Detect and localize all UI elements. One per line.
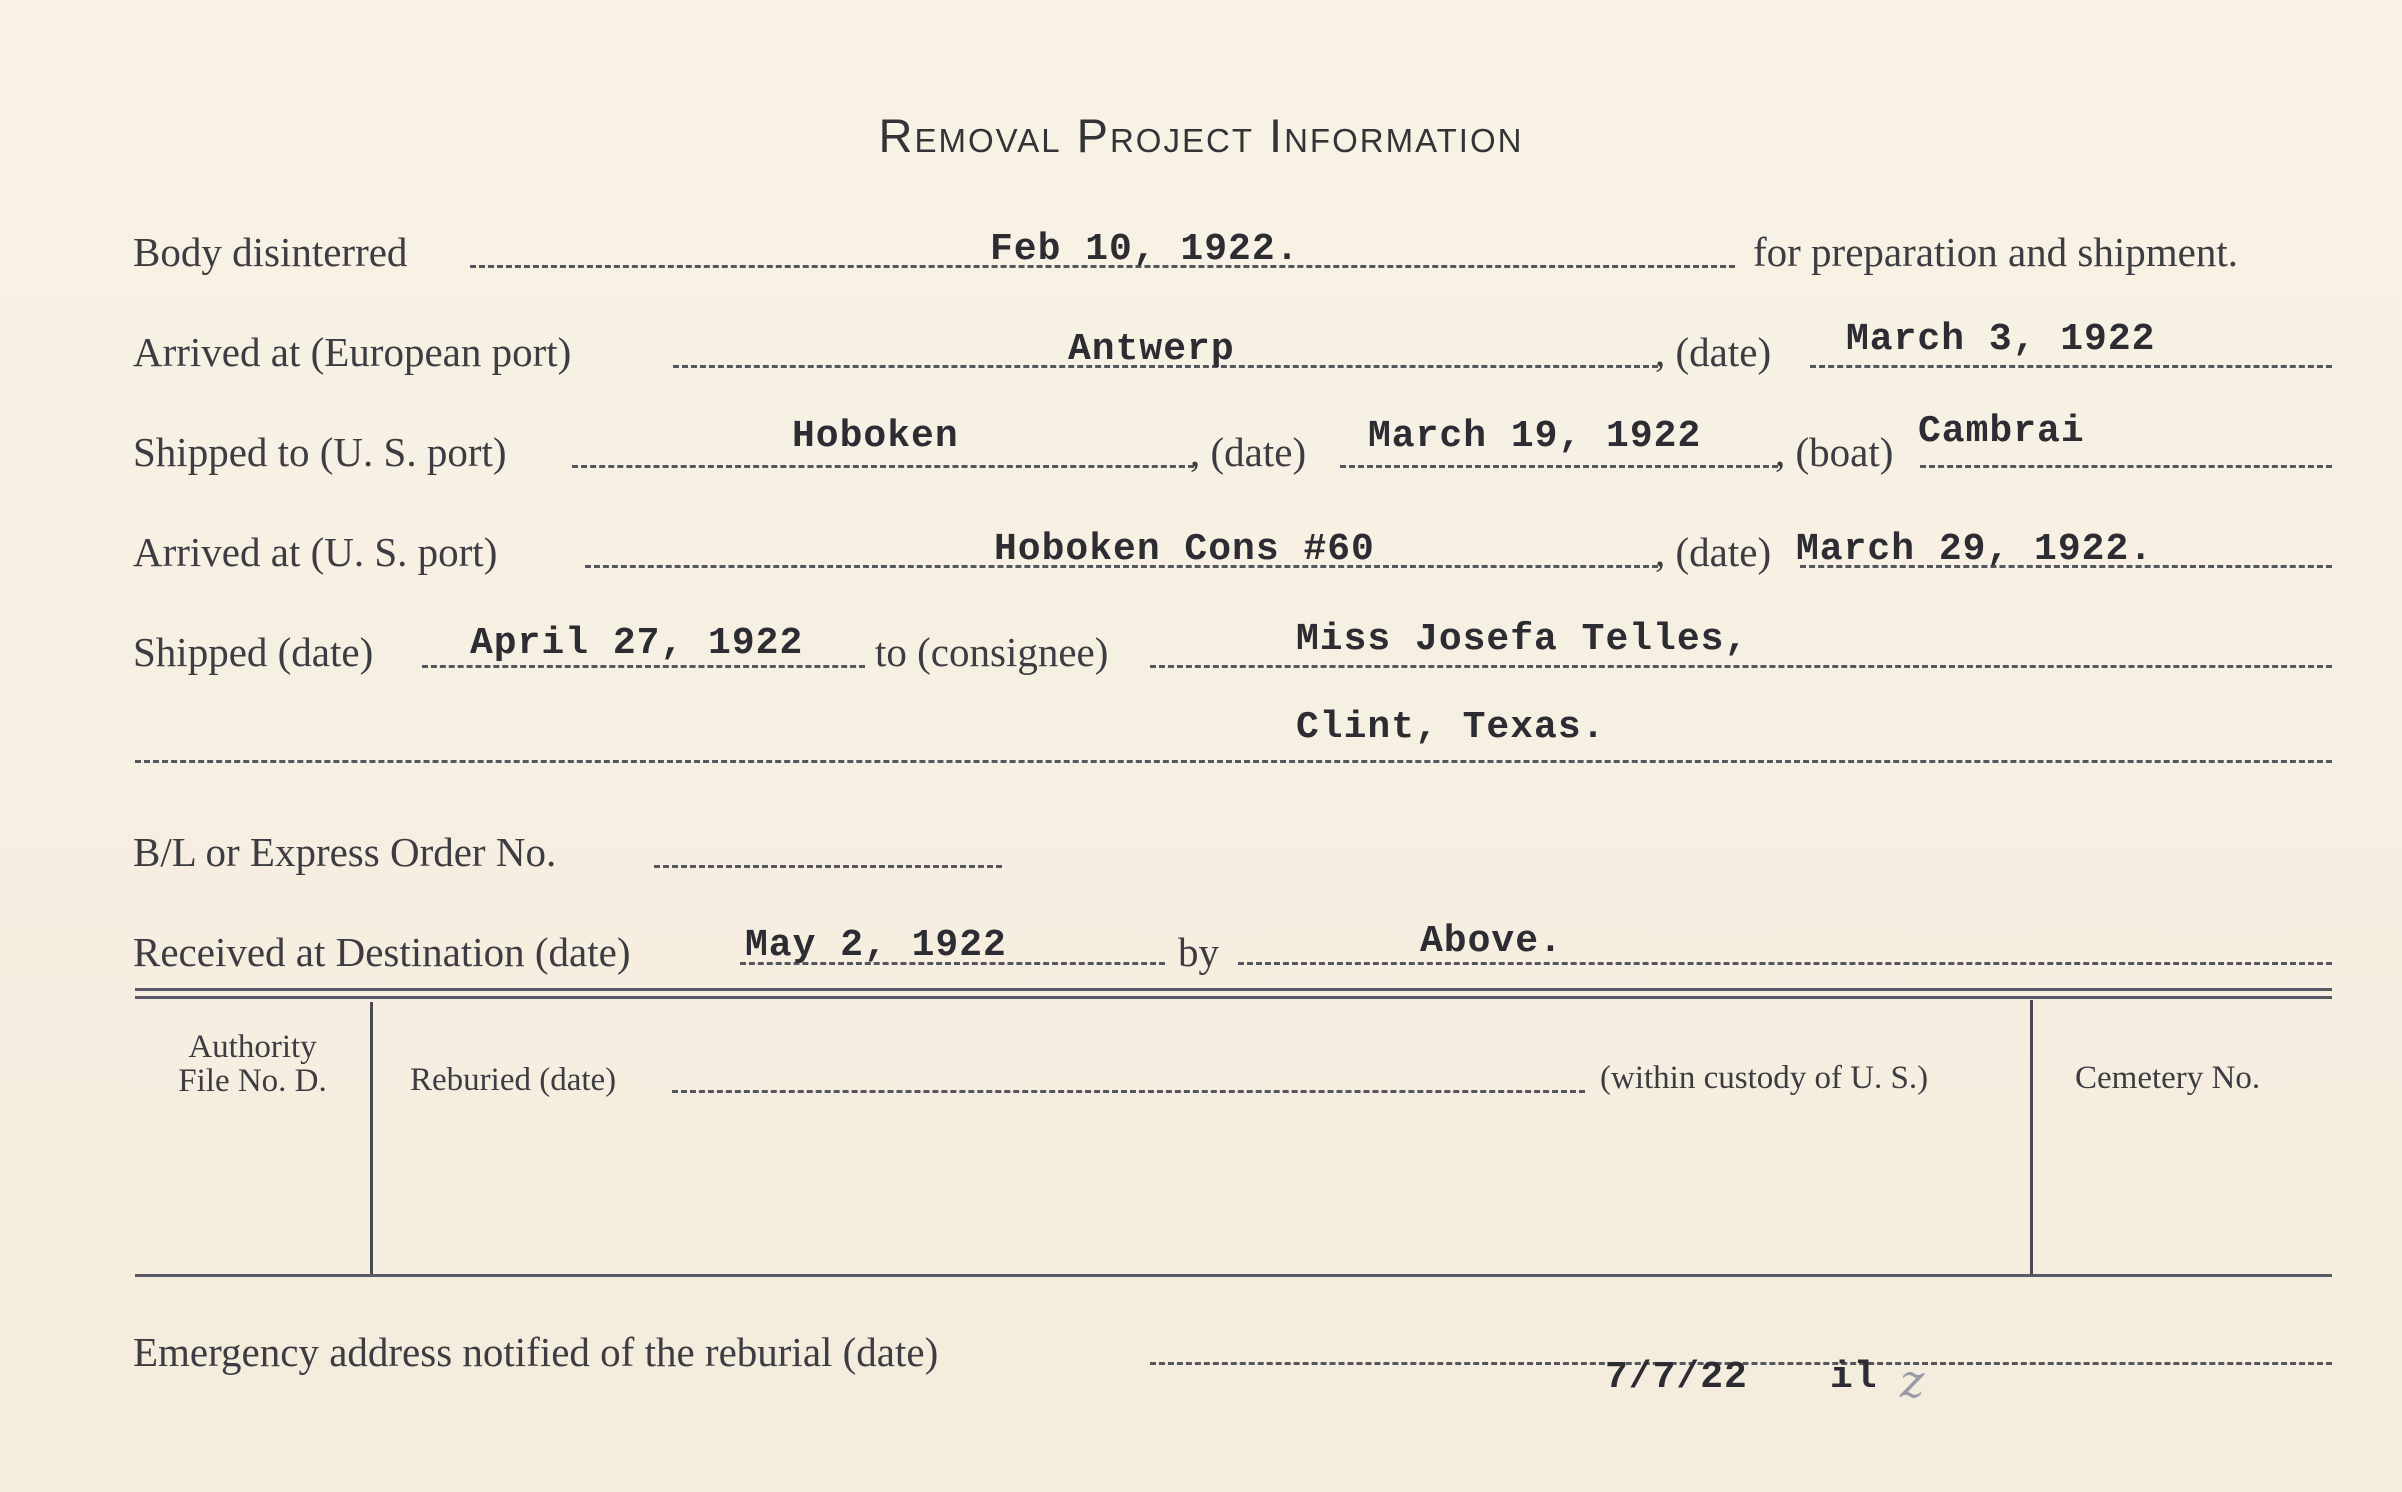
shipped-us-date-value: March 19, 1922	[1368, 415, 1702, 458]
shipped-us-port-line	[572, 465, 1194, 468]
arrived-us-label: Arrived at (U. S. port)	[133, 529, 498, 575]
shipped-date-label: Shipped (date)	[133, 629, 374, 675]
cemetery-no-label: Cemetery No.	[2075, 1060, 2261, 1096]
table-top-rule-lower	[135, 996, 2332, 999]
consignee-line	[1150, 665, 2332, 668]
body-disinterred-value: Feb 10, 1922.	[990, 228, 1300, 271]
arrived-european-port-value: Antwerp	[1068, 328, 1235, 371]
emergency-initials: il	[1830, 1356, 1878, 1399]
preparation-shipment-text: for preparation and shipment.	[1753, 229, 2239, 275]
shipped-date-value: April 27, 1922	[470, 622, 804, 665]
card-heading: Removal Project Information	[878, 109, 1524, 162]
bl-order-line	[654, 865, 1002, 868]
arrived-us-date-label: , (date)	[1655, 529, 1772, 575]
table-top-rule-upper	[135, 988, 2332, 991]
shipped-us-boat-value: Cambrai	[1918, 410, 2085, 453]
reburied-label: Reburied (date)	[410, 1062, 617, 1098]
authority-file-cell	[140, 1030, 365, 1098]
body-disinterred-label: Body disinterred	[133, 229, 408, 275]
authority-label: Authority	[188, 1029, 317, 1065]
shipped-us-date-line	[1340, 465, 1778, 468]
emergency-date-value: 7/7/22	[1605, 1356, 1748, 1399]
custody-label: (within custody of U. S.)	[1600, 1060, 1929, 1096]
consignee-address-value: Clint, Texas.	[1296, 706, 1606, 749]
received-by-line	[1238, 962, 2332, 965]
arrived-us-date-value: March 29, 1922.	[1796, 528, 2154, 571]
handwritten-mark: z	[1900, 1354, 1925, 1408]
table-divider-right	[2030, 1000, 2033, 1274]
received-by-value: Above.	[1420, 920, 1563, 963]
reburied-line	[672, 1090, 1585, 1093]
bl-order-label: B/L or Express Order No.	[133, 829, 557, 875]
arrived-us-port-value: Hoboken Cons #60	[994, 528, 1375, 571]
file-no-label: File No. D.	[178, 1063, 327, 1099]
shipped-us-label: Shipped to (U. S. port)	[133, 429, 507, 475]
shipped-us-boat-label: , (boat)	[1775, 429, 1894, 475]
table-bottom-rule	[135, 1274, 2332, 1277]
arrived-european-date-value: March 3, 1922	[1846, 318, 2156, 361]
consignee-second-line	[135, 760, 2332, 763]
table-divider-left	[370, 1002, 373, 1274]
received-label: Received at Destination (date)	[133, 929, 631, 975]
shipped-date-line	[422, 665, 865, 668]
arrived-european-date-label: , (date)	[1655, 329, 1772, 375]
emergency-label: Emergency address notified of the reburial (date)	[133, 1329, 939, 1375]
received-by-label: by	[1178, 929, 1219, 975]
consignee-label: to (consignee)	[875, 629, 1109, 675]
shipped-us-date-label: , (date)	[1190, 429, 1307, 475]
received-date-value: May 2, 1922	[745, 924, 1007, 967]
consignee-name-value: Miss Josefa Telles,	[1296, 618, 1749, 661]
arrived-european-label: Arrived at (European port)	[133, 329, 572, 375]
shipped-us-port-value: Hoboken	[792, 415, 959, 458]
arrived-european-date-line	[1810, 365, 2332, 368]
shipped-us-boat-line	[1920, 465, 2332, 468]
